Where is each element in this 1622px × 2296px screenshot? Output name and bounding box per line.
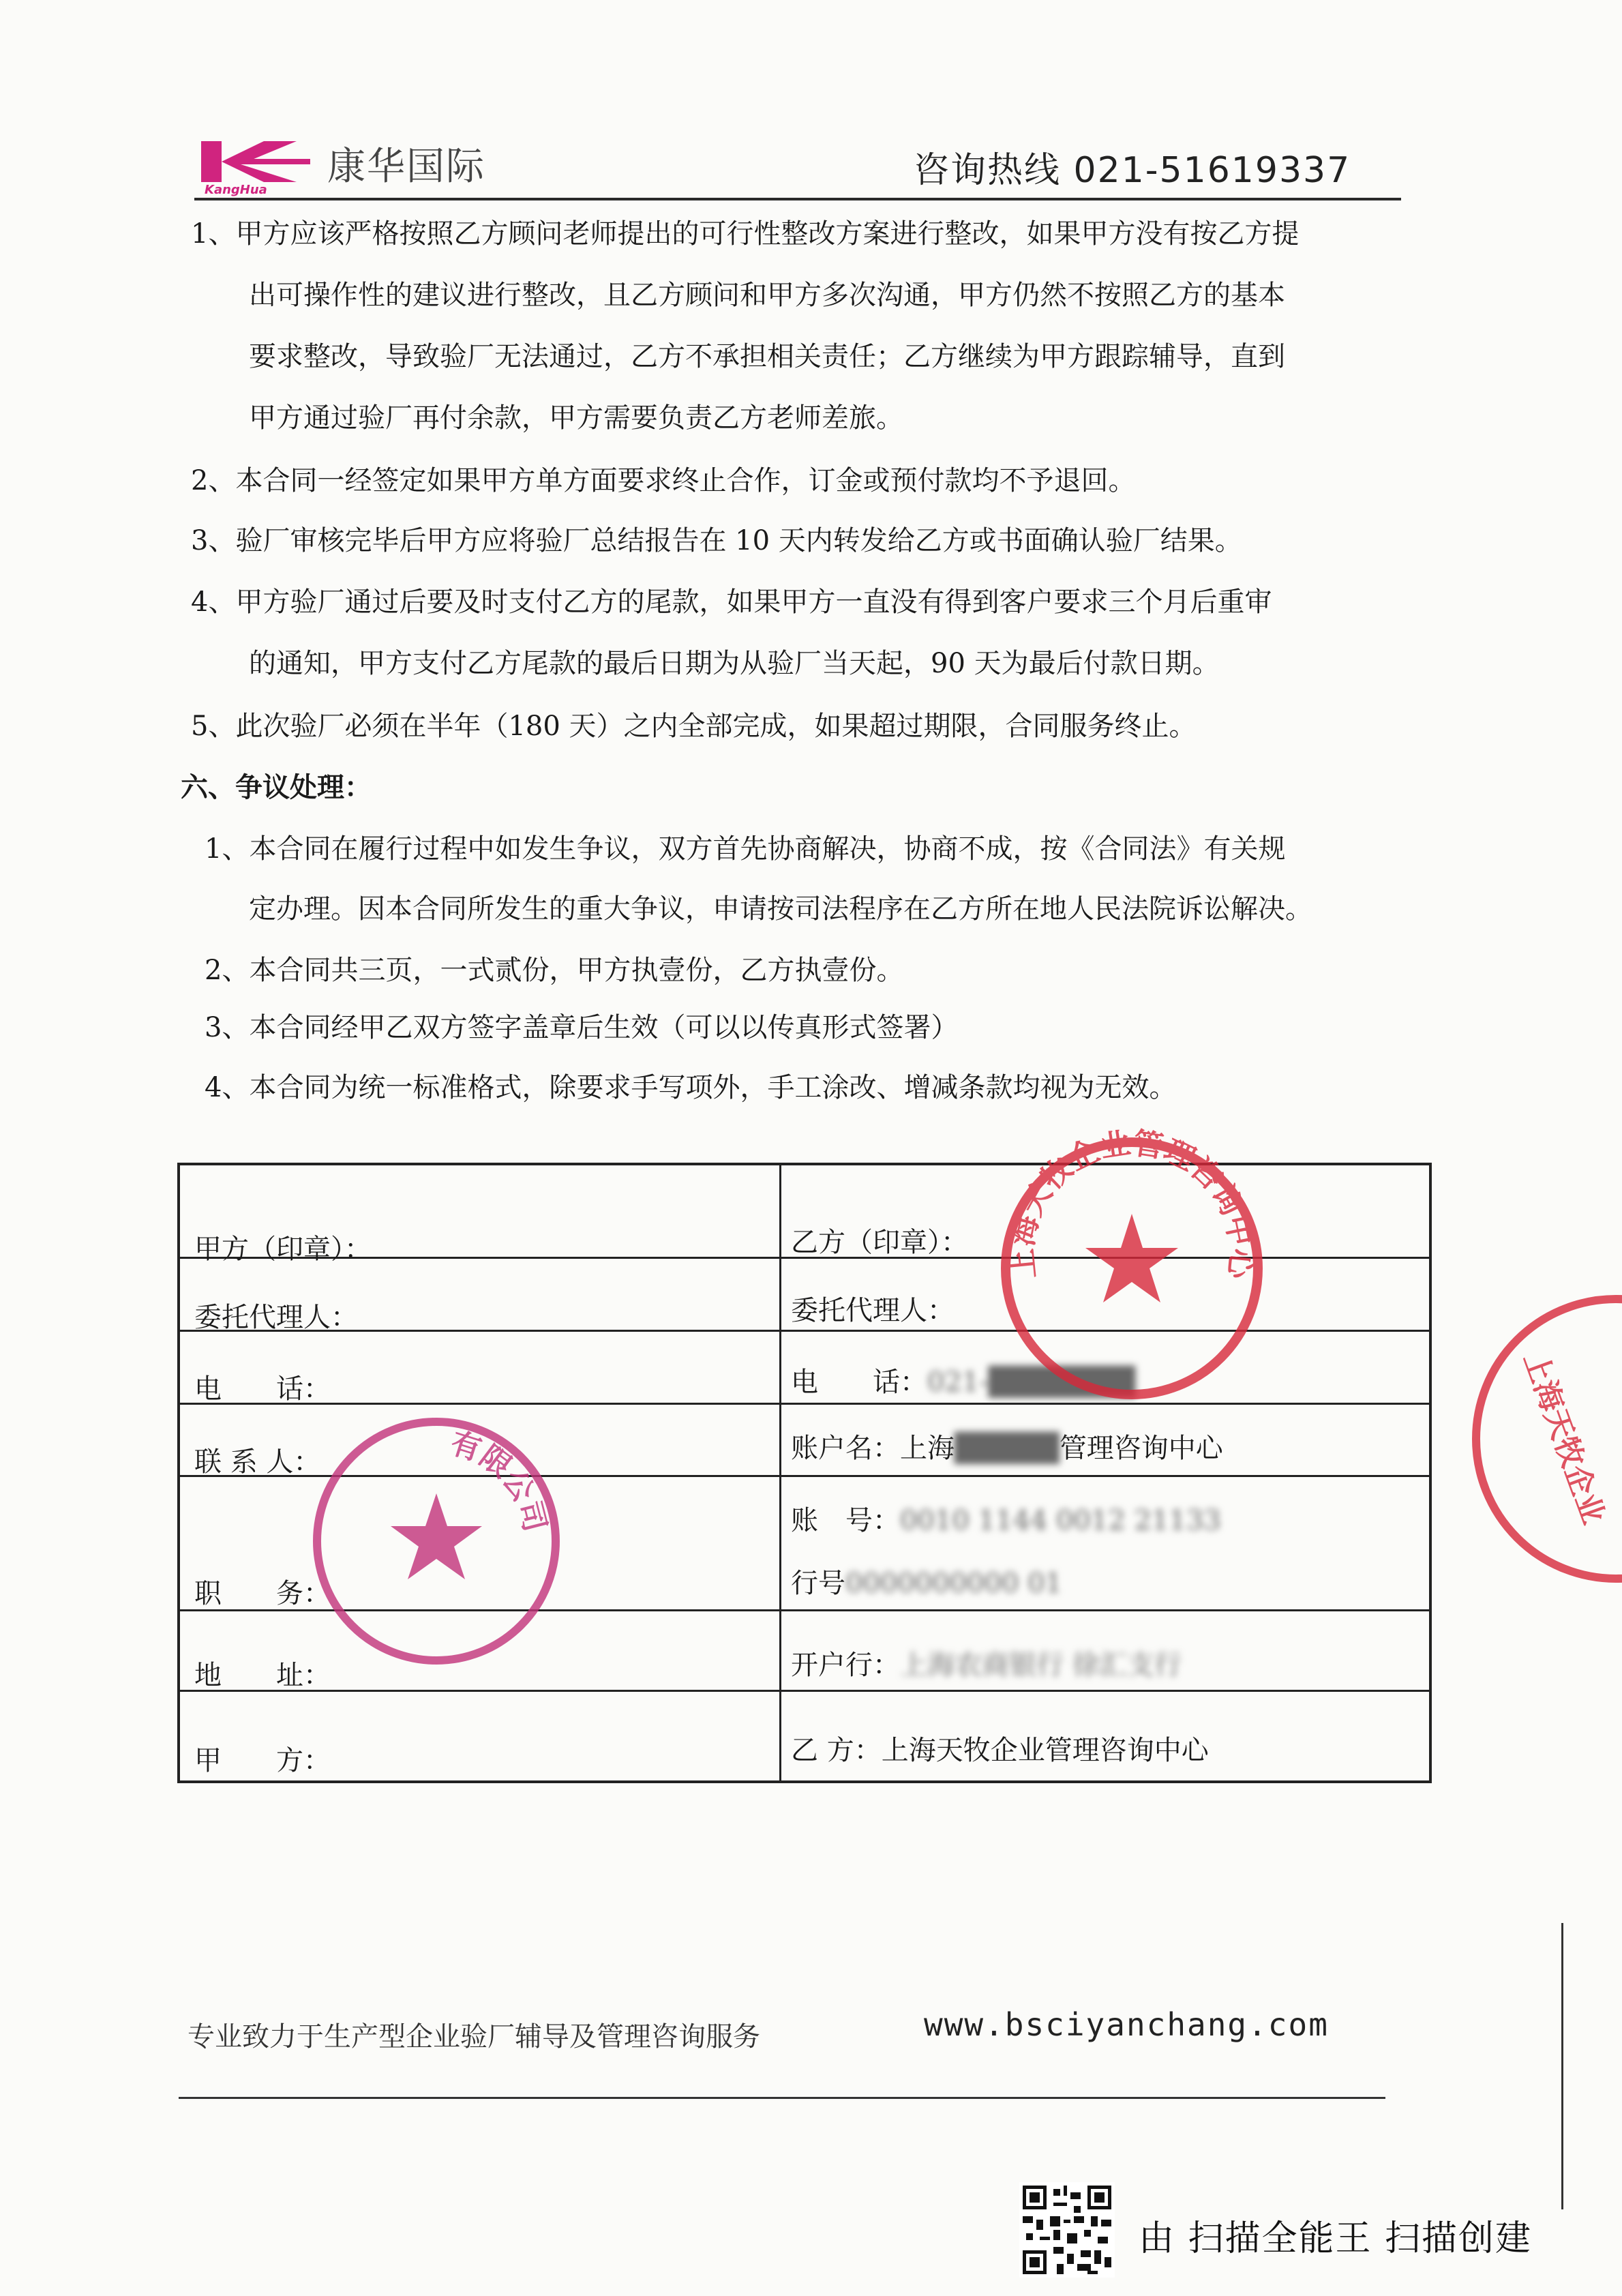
- clause-5-4-line-2: 的通知，甲方支付乙方尾款的最后日期为从验厂当天起，90 天为最后付款日期。: [249, 648, 1220, 679]
- footer-divider: [179, 2097, 1385, 2099]
- party-b-seal-label: 乙方（印章）：: [791, 1227, 968, 1258]
- party-a-contact-label: 联 系 人：: [194, 1446, 321, 1478]
- party-b-account-name: 账户名：上海█████管理咨询中心: [791, 1433, 1223, 1464]
- party-a-address-label: 地 址：: [194, 1660, 331, 1691]
- clause-5-1-line-4: 甲方通过验厂再付余款，甲方需要负责乙方老师差旅。: [249, 402, 903, 434]
- logo-english-name: KangHua: [205, 183, 267, 197]
- party-a-agent-label: 委托代理人：: [194, 1302, 358, 1333]
- clause-5-1-line-3: 要求整改，导致验厂无法通过，乙方不承担相关责任；乙方继续为甲方跟踪辅导，直到: [249, 341, 1285, 372]
- clause-5-2: 2、本合同一经签定如果甲方单方面要求终止合作，订金或预付款均不予退回。: [191, 465, 1136, 496]
- company-logo: [201, 140, 310, 188]
- svg-text:有限公司: 有限公司: [446, 1425, 553, 1536]
- clause-6-1-line-2: 定办理。因本合同所发生的重大争议，申请按司法程序在乙方所在地人民法院诉讼解决。: [249, 893, 1312, 925]
- logo-company-name: 康华国际: [327, 145, 485, 189]
- clause-5-5: 5、此次验厂必须在半年（180 天）之内全部完成，如果超过期限，合同服务终止。: [191, 711, 1197, 742]
- qr-code: [1019, 2182, 1115, 2278]
- party-b-name: 乙 方：上海天牧企业管理咨询中心: [791, 1735, 1209, 1766]
- party-b-stamp: [989, 1122, 1275, 1408]
- page-edge-line: [1561, 1923, 1563, 2209]
- party-a-position-label: 职 务：: [194, 1578, 331, 1609]
- footer-slogan: 专业致力于生产型企业验厂辅导及管理咨询服务: [187, 2021, 760, 2053]
- section-6-heading: 六、争议处理：: [181, 771, 372, 803]
- clause-6-2: 2、本合同共三页，一式贰份，甲方执壹份，乙方执壹份。: [205, 955, 904, 986]
- footer-url[interactable]: www.bsciyanchang.com: [924, 2006, 1329, 2043]
- party-a-phone-label: 电 话：: [194, 1373, 331, 1405]
- side-stamp: [1459, 1282, 1622, 1596]
- party-a-stamp: [303, 1408, 569, 1674]
- clause-5-4-line-1: 4、甲方验厂通过后要及时支付乙方的尾款，如果甲方一直没有得到客户要求三个月后重审: [191, 586, 1272, 618]
- clause-5-1-line-2: 出可操作性的建议进行整改，且乙方顾问和甲方多次沟通，甲方仍然不按照乙方的基本: [249, 280, 1285, 311]
- clause-6-4: 4、本合同为统一标准格式，除要求手写项外，手工涂改、增减条款均视为无效。: [205, 1072, 1177, 1103]
- clause-6-1-line-1: 1、本合同在履行过程中如发生争议，双方首先协商解决，协商不成，按《合同法》有关规: [205, 833, 1286, 865]
- party-b-bank: 开户行：上海农商银行 徐汇支行: [791, 1650, 1182, 1681]
- clause-6-3: 3、本合同经甲乙双方签字盖章后生效（可以以传真形式签署）: [205, 1012, 959, 1043]
- svg-text:上海天牧企业: 上海天牧企业: [1516, 1347, 1611, 1529]
- hotline-text: 咨询热线 021-51619337: [914, 150, 1351, 191]
- party-b-phone: 电 话：021-███████: [791, 1367, 1136, 1398]
- party-b-account-number: 账 号：0010 1144 0012 21133: [791, 1505, 1221, 1536]
- table-row-line: [177, 1690, 1432, 1692]
- party-a-seal-label: 甲方（印章）：: [194, 1234, 372, 1265]
- party-b-agent-label: 委托代理人：: [791, 1295, 955, 1326]
- scan-watermark-text: 由 扫描全能王 扫描创建: [1139, 2218, 1533, 2259]
- party-a-label: 甲 方：: [194, 1745, 331, 1776]
- clause-5-1-line-1: 1、甲方应该严格按照乙方顾问老师提出的可行性整改方案进行整改，如果甲方没有按乙方提: [191, 218, 1300, 250]
- header-divider: [194, 198, 1401, 200]
- party-b-bank-number: 行号0000000000 01: [791, 1568, 1063, 1599]
- clause-5-3: 3、验厂审核完毕后甲方应将验厂总结报告在 10 天内转发给乙方或书面确认验厂结果。: [191, 525, 1242, 556]
- svg-text:上海天牧企业管理咨询中心: 上海天牧企业管理咨询中心: [1004, 1126, 1259, 1281]
